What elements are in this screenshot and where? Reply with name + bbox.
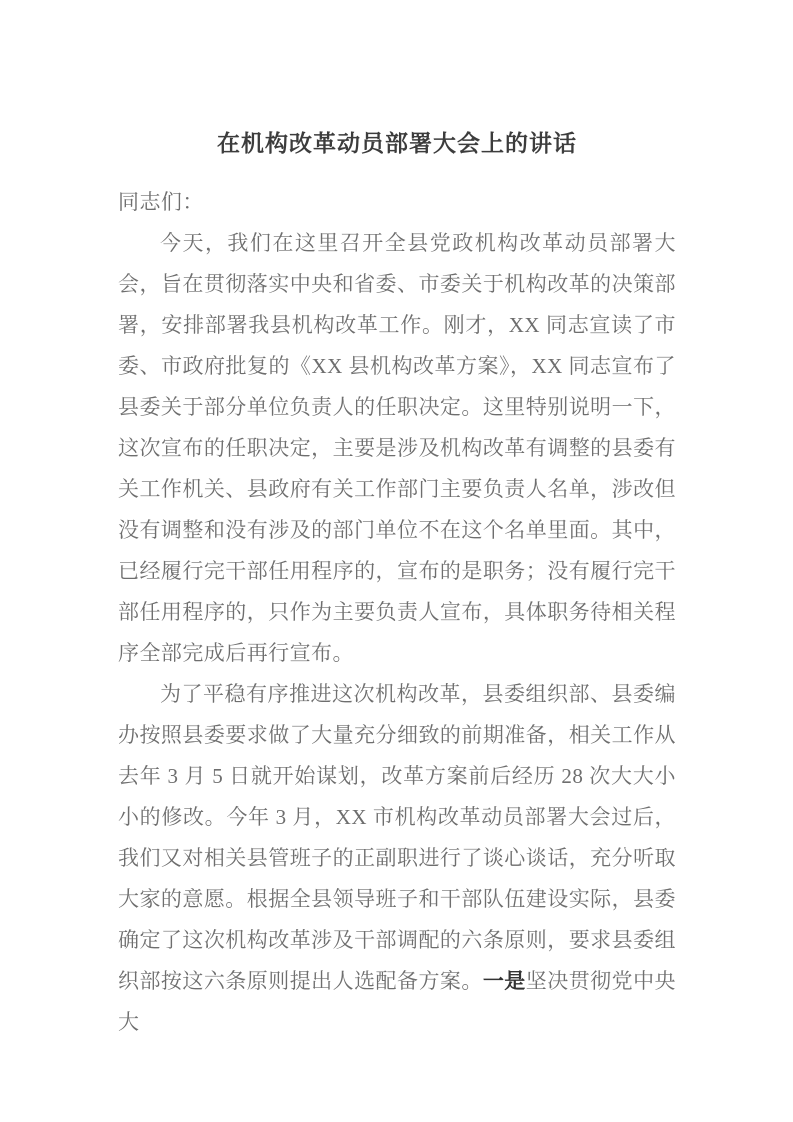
paragraph-2-text: 为了平稳有序推进这次机构改革，县委组织部、县委编办按照县委要求做了大量充分细致的前期准备，相关工作从去年 3 月 5 日就开始谋划，改革方案前后经历 28 次大大小小的修改。今年 3 月，XX 市机构改革动员部署大会过后，我们又对相关县管班子的正副职进行了谈心谈话，充分听取大家的意愿。根据全县领导班子和干部队伍建设实际，县委确定了这次机构改革涉及干部调配的六条原则，要求县委组织部按这六条原则提出人选配备方案。 [118, 682, 676, 993]
document-content [118, 131, 676, 1043]
salutation: 同志们： [118, 190, 204, 214]
bold-phrase: 一是 [482, 969, 526, 993]
paragraph-1: 今天，我们在这里召开全县党政机构改革动员部署大会，旨在贯彻落实中央和省委、市委关于机构改革的决策部署，安排部署我县机构改革工作。刚才，XX 同志宣读了市委、市政府批复的《XX 县机构改革方案》，XX 同志宣布了县委关于部分单位负责人的任职决定。这里特别说明一下，这次宣布的任职决定，主要是涉及机构改革有调整的县委有关工作机关、县政府有关工作部门主要负责人名单，涉改但没有调整和没有涉及的部门单位不在这个名单里面。其中，已经履行完干部任用程序的，宣布的是职务；没有履行完干部任用程序的，只作为主要负责人宣布，具体职务待相关程序全部完成后再行宣布。 [118, 231, 676, 665]
document-title: 在机构改革动员部署大会上的讲话 [217, 131, 577, 156]
paragraph-2 [118, 674, 676, 1043]
paragraph-2-continuation: 坚决贯彻党中央大 [118, 969, 676, 1034]
